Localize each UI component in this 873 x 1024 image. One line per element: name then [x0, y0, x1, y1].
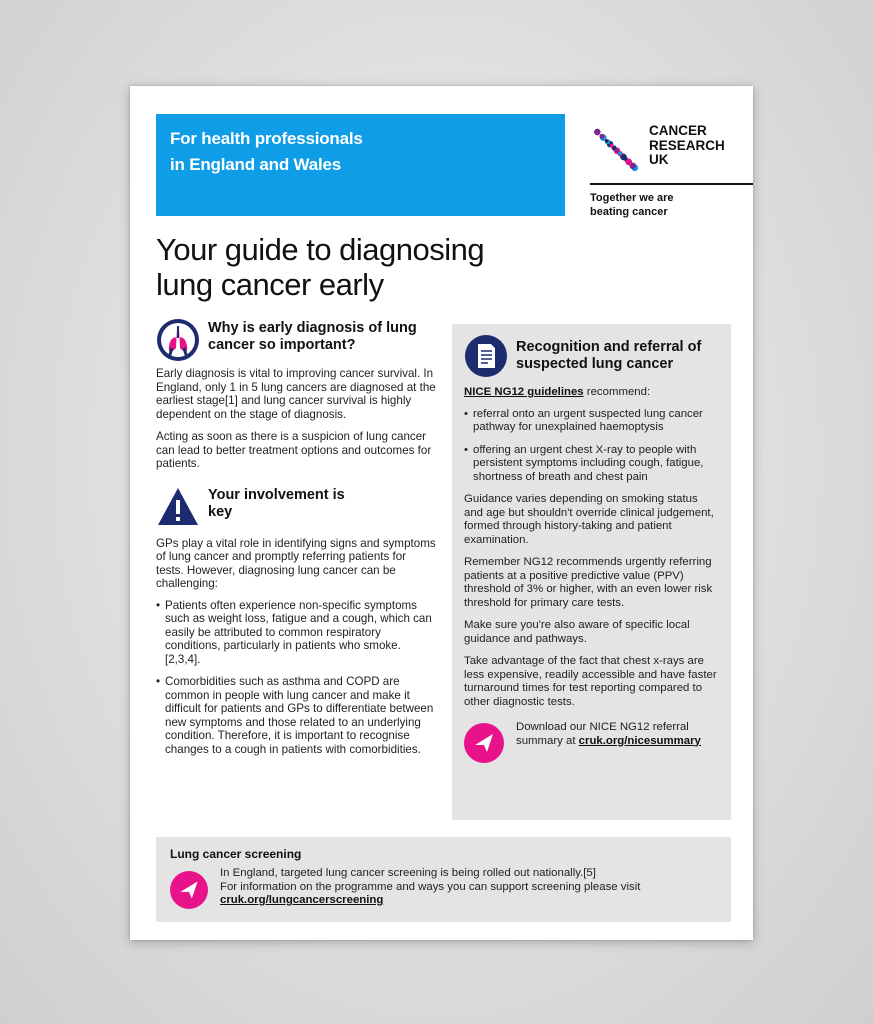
download-callout [464, 721, 719, 767]
screening-link[interactable]: cruk.org/lungcancerscreening [220, 894, 384, 906]
list-item: • Comorbidities such as asthma and COPD are common in people with lung cancer and make it difficult for patients and GPs to differentiate between new symptoms and those related to an underlying condition. Therefore, it is important to recognise changes to a cough in patients with comorbidities. [156, 675, 436, 756]
list-item: • Patients often experience non-specific symptoms such as weight loss, fatigue and a cough, which can easily be attributed to common respiratory conditions, particularly in patients who smoke.[2,3,4]. [156, 599, 436, 667]
pointer-pin-icon [170, 871, 208, 909]
why-heading: Why is early diagnosis of lung cancer so important? [208, 320, 417, 353]
tagline: Together we are beating cancer [590, 192, 674, 218]
screening-line-2: For information on the programme and ways you can support screening please visit [220, 880, 641, 893]
left-column [156, 318, 436, 765]
nice-intro-text: recommend: [583, 386, 651, 398]
involvement-heading: Your involvement is key [208, 486, 345, 520]
screening-box [156, 837, 731, 922]
involvement-section-header [156, 485, 436, 529]
nice-summary-link[interactable]: cruk.org/nicesummary [578, 734, 701, 747]
referral-paragraph-2: Remember NG12 recommends urgently referring patients at a positive predictive value (PPV) threshold of 3% or higher, with an even lower risk threshold for primary care tests. [464, 556, 713, 609]
tagline-divider [590, 183, 753, 185]
banner-line-1: For health professionals [170, 129, 363, 148]
referral-paragraph-1: Guidance varies depending on smoking status and age but shouldn't override clinical judgement, formed through history-taking and patient examination. [464, 493, 714, 546]
list-item: • offering an urgent chest X-ray to people with persistent symptoms including cough, fatigue, shortness of breath and chest pain [464, 444, 719, 485]
warning-icon [156, 485, 200, 529]
logo-line-1: CANCER [649, 123, 707, 138]
logo-line-3: UK [649, 152, 669, 167]
audience-banner [156, 114, 565, 216]
logo-line-2: RESEARCH [649, 137, 725, 153]
page-title [156, 232, 596, 302]
download-text: Download our NICE NG12 referral summary at cruk.org/nicesummary [516, 721, 701, 747]
involvement-bullet-list [156, 599, 436, 757]
banner-line-2: in England and Wales [170, 155, 342, 174]
referral-bullet-list [464, 408, 719, 485]
title-line-1: Your guide to diagnosing [156, 232, 485, 267]
why-paragraph-2: Acting as soon as there is a suspicion of lung cancer can lead to better treatment options and outcomes for patients. [156, 430, 432, 470]
why-section-header [156, 318, 436, 362]
title-line-2: lung cancer early [156, 267, 384, 302]
screening-line-1: In England, targeted lung cancer screening is being rolled out nationally.[5] [220, 867, 596, 879]
document-icon [464, 334, 508, 378]
involvement-intro: GPs play a vital role in identifying signs and symptoms of lung cancer and promptly referring patients for tests. However, diagnosing lung cancer can be challenging: [156, 536, 436, 590]
cruk-logo-dots-icon [582, 116, 644, 176]
pointer-pin-icon [464, 723, 504, 763]
nice-ng12-link[interactable]: NICE NG12 guidelines [464, 386, 584, 398]
screening-text [220, 867, 720, 908]
referral-panel [452, 324, 731, 820]
list-item: • referral onto an urgent suspected lung cancer pathway for unexplained haemoptysis [464, 408, 719, 435]
cruk-logo [582, 116, 752, 176]
screening-heading: Lung cancer screening [170, 847, 302, 861]
referral-section-header [464, 334, 719, 378]
nice-intro [464, 386, 719, 400]
referral-paragraph-3: Make sure you're also aware of specific local guidance and pathways. [464, 619, 690, 645]
referral-heading: Recognition and referral of suspected lung cancer [516, 339, 702, 372]
referral-paragraph-4: Take advantage of the fact that chest x-rays are less expensive, readily accessible and have faster turnaround times for test reporting compared to other diagnostic tests. [464, 655, 717, 708]
lungs-icon [156, 318, 200, 362]
leaflet-page [130, 86, 753, 940]
why-paragraph-1: Early diagnosis is vital to improving cancer survival. In England, only 1 in 5 lung cancers are diagnosed at the earliest stage[1] and lung cancer survival is highly dependent on the stage of diagnosis. [156, 367, 436, 421]
